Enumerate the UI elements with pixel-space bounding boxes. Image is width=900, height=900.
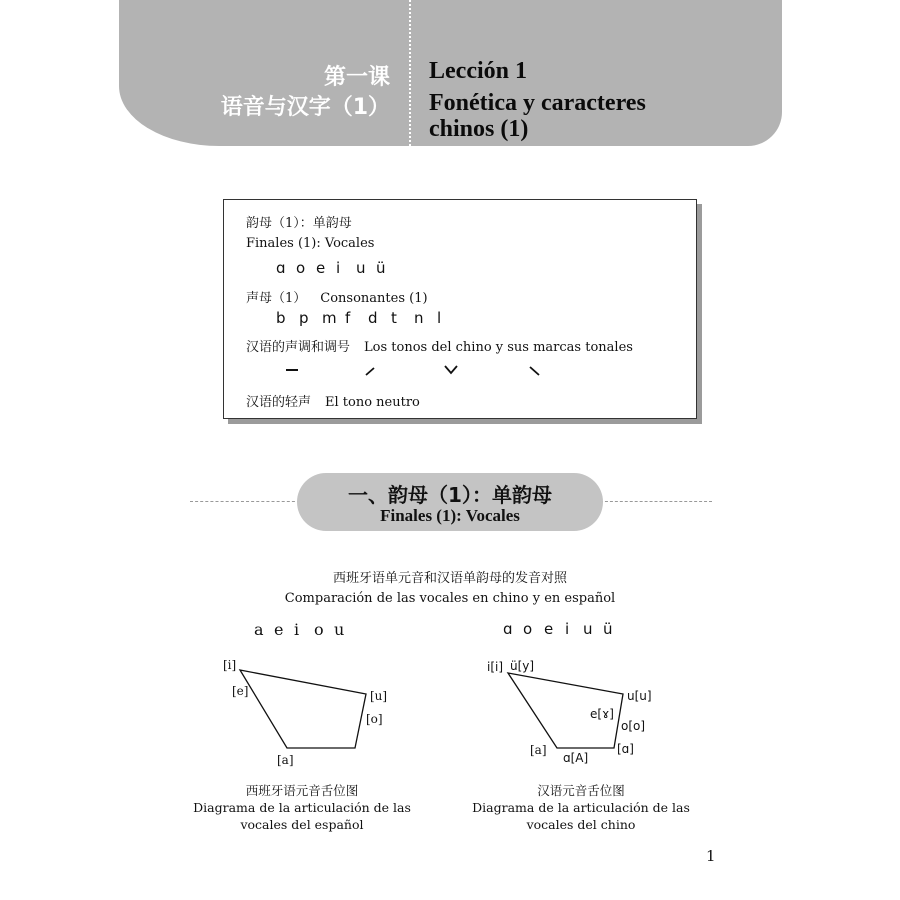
spanish-vowel: e <box>274 620 284 639</box>
chinese-caption-zh: 汉语元音舌位图 <box>537 783 625 798</box>
chinese-caption-es-2: vocales del chino <box>526 817 636 832</box>
initials-heading-zh: 声母（1） <box>246 291 307 306</box>
spanish-caption-zh: 西班牙语元音舌位图 <box>245 783 359 798</box>
chinese-label-u-umlaut: ü[y] <box>510 659 535 673</box>
neutral-tone-es: El tono neutro <box>325 395 420 410</box>
chinese-label-a-back: [ɑ] <box>617 742 634 756</box>
chinese-vowel: o <box>523 620 533 638</box>
spanish-diagram-caption <box>187 782 417 833</box>
lesson-title-es-line2: chinos (1) <box>429 116 529 142</box>
spanish-label-a: [a] <box>277 753 294 767</box>
vowel-item: u <box>356 259 366 277</box>
section-title-zh: 一、韵母（1）：单韵母 <box>348 483 552 507</box>
vowel-item: o <box>296 259 306 277</box>
spanish-label-o: [o] <box>366 712 383 726</box>
comparison-caption-es: Comparación de las vocales en chino y en español <box>284 591 616 606</box>
chinese-vowel: u <box>583 620 593 638</box>
chinese-vowel: ɑ <box>503 620 513 638</box>
chinese-caption-es-1: Diagrama de la articulación de las <box>472 800 690 815</box>
section-title-es: Finales (1): Vocales <box>380 506 520 525</box>
spanish-vowel: u <box>334 620 345 639</box>
finals-heading-zh: 韵母（1）：单韵母 <box>246 216 352 231</box>
chinese-label-u: u[u] <box>627 689 652 703</box>
page-number: 1 <box>706 847 716 865</box>
vowel-item: i <box>336 259 341 277</box>
chinese-label-a-front: [a] <box>530 743 547 757</box>
comparison-caption-zh: 西班牙语单元音和汉语单韵母的发音对照 <box>332 571 567 586</box>
chinese-vowel: i <box>565 620 570 638</box>
consonant-item: f <box>345 309 351 327</box>
spanish-vowel: o <box>314 620 324 639</box>
spanish-vowel: a <box>254 620 264 639</box>
tones-heading-zh: 汉语的声调和调号 <box>246 340 351 355</box>
spanish-caption-es-1: Diagrama de la articulación de las <box>193 800 411 815</box>
chinese-label-e: e[ɤ] <box>590 707 614 721</box>
consonant-item: d <box>368 309 378 327</box>
lesson-number-zh: 第一课 <box>323 65 390 90</box>
spanish-label-i: [i] <box>223 658 237 672</box>
chinese-label-o: o[o] <box>621 719 646 733</box>
chinese-label-a-central: ɑ[A] <box>563 751 589 765</box>
lesson-number-es: Lección 1 <box>429 58 527 84</box>
chinese-vowel: e <box>544 620 554 638</box>
chinese-diagram-caption <box>466 782 696 833</box>
finals-heading-es: Finales (1): Vocales <box>246 236 375 251</box>
consonant-item: l <box>437 309 442 327</box>
tones-heading-es: Los tonos del chino y sus marcas tonales <box>364 340 633 355</box>
spanish-vowel-quadrilateral <box>240 670 366 748</box>
lesson-title-zh: 语音与汉字（1） <box>220 95 390 120</box>
vowel-item: e <box>316 259 326 277</box>
spanish-label-u: [u] <box>370 689 388 703</box>
spanish-vowel: i <box>294 620 300 639</box>
chinese-label-i: i[i] <box>487 660 504 674</box>
spanish-label-e: [e] <box>232 684 249 698</box>
consonant-item: n <box>414 309 424 327</box>
spanish-caption-es-2: vocales del español <box>240 817 364 832</box>
consonant-item: t <box>391 309 397 327</box>
chinese-vowel: ü <box>603 620 613 638</box>
vowel-item: ɑ <box>276 259 286 277</box>
initials-heading-es: Consonantes (1) <box>320 291 428 306</box>
lesson-title-es-line1: Fonética y caracteres <box>429 90 646 116</box>
neutral-tone-zh: 汉语的轻声 <box>246 395 312 410</box>
consonant-item: m <box>322 309 337 327</box>
consonant-item: p <box>299 309 309 327</box>
vowel-item: ü <box>376 259 386 277</box>
consonant-item: b <box>276 309 286 327</box>
